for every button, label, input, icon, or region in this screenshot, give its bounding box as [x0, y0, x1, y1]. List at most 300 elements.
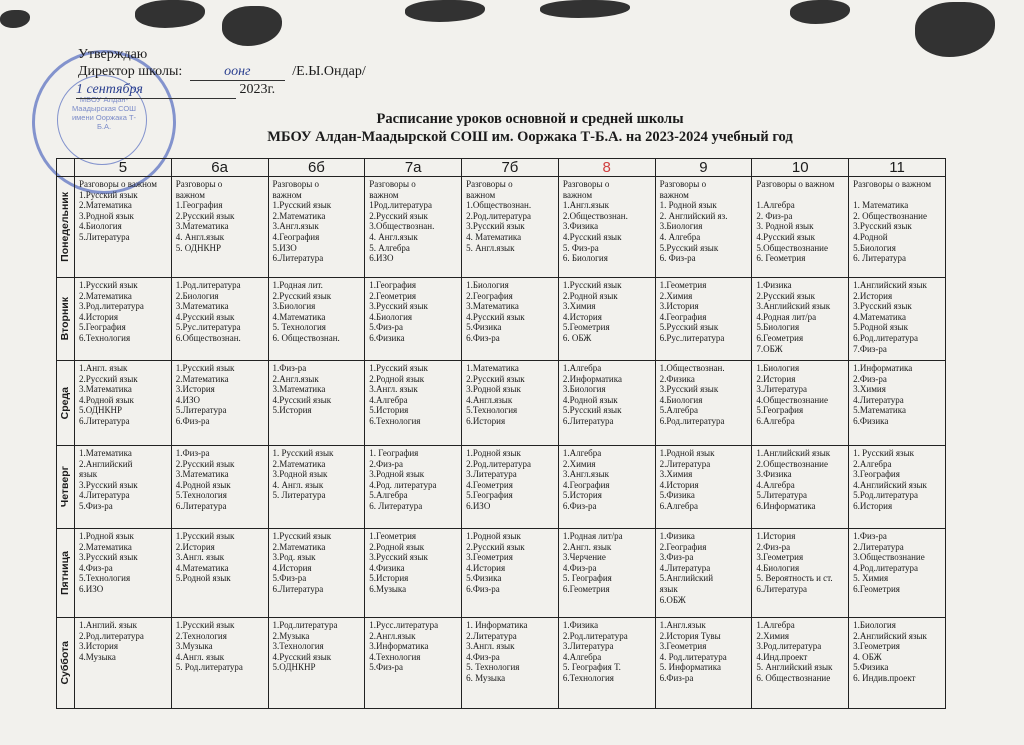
lesson-line: 2.Физика	[659, 373, 695, 384]
lesson-line: 2.Английский	[79, 458, 133, 469]
class-header: 10	[752, 159, 849, 177]
lesson-line: 2.История	[853, 290, 893, 301]
lesson-line: важном	[175, 189, 205, 200]
lesson-line: 4.Род. литература	[369, 479, 437, 490]
lesson-line: 5.Технология	[79, 573, 131, 584]
lesson-cell	[365, 529, 462, 618]
lesson-line: 3.Русский язык	[853, 221, 912, 232]
lesson-line: 3.Обществознание	[853, 552, 925, 563]
lesson-line: 3.Геометрия	[466, 552, 513, 563]
lesson-line: 2.Химия	[756, 630, 790, 641]
lesson-line: 2.Родной язык	[369, 541, 425, 552]
lesson-line: 3.История	[175, 384, 215, 395]
lesson-cell	[365, 361, 462, 446]
lesson-line: 3.Химия	[562, 301, 596, 312]
lesson-line: 5.Физика	[466, 573, 502, 584]
lesson-line: 1.Геометрия	[659, 280, 707, 290]
lesson-line: 2.Биология	[175, 290, 219, 301]
lesson-cell	[75, 177, 172, 278]
lesson-line: Разговоры о важном	[853, 179, 932, 189]
lesson-line: 1.Англ.язык	[562, 200, 609, 211]
class-header: 8	[558, 159, 655, 177]
lesson-line: 2.Геометрия	[369, 290, 417, 301]
lesson-line: 3. Родной язык	[756, 221, 814, 232]
lesson-line: 3.Род.литература	[756, 641, 822, 652]
lesson-line: 2.Русский язык	[466, 373, 525, 384]
lesson-line: 6. Физ-ра	[659, 253, 696, 264]
lesson-line: 2.Род.литература	[466, 210, 531, 221]
lesson-line: 3.Геометрия	[853, 641, 900, 652]
lesson-line: 1.Род.литература	[272, 620, 338, 630]
lesson-cell	[462, 177, 559, 278]
lesson-line: 4.Биология	[369, 311, 413, 322]
lesson-line: 2.Литература	[659, 458, 711, 469]
lesson-line: 5.Физ-ра	[79, 500, 113, 511]
lesson-line: 3.Технология	[272, 641, 324, 652]
lesson-cell	[558, 446, 655, 529]
day-row	[57, 446, 946, 529]
lesson-line: 6.Геометрия	[756, 332, 804, 343]
lesson-line: 6. Музыка	[466, 672, 506, 683]
lesson-cell	[365, 278, 462, 361]
lesson-line: 4.Математика	[175, 562, 229, 573]
lesson-line: 6.Геометрия	[853, 583, 900, 594]
lesson-line: 6.Физ-ра	[562, 500, 597, 511]
lesson-cell	[171, 361, 268, 446]
lesson-line: 5. Вероятность и ст.	[756, 573, 833, 584]
scan-blot	[915, 2, 995, 57]
lesson-line: 3.Музыка	[175, 641, 213, 652]
scan-blot	[540, 0, 630, 18]
day-label: Понедельник	[59, 192, 72, 262]
lesson-line: 1.Родная лит.	[272, 280, 323, 290]
lesson-line: 3.Математика	[272, 384, 326, 395]
lesson-line: 4. Англ.язык	[369, 231, 418, 242]
lesson-line: 4.Родной язык	[79, 394, 134, 405]
lesson-line: 3.История	[79, 641, 119, 652]
lesson-line: 5. Технология	[466, 662, 520, 673]
lesson-line: 6.ИЗО	[466, 500, 491, 511]
class-header: 6б	[268, 159, 365, 177]
lesson-line: 4. ОБЖ	[853, 651, 882, 662]
lesson-line: 1.Род.литература	[175, 280, 241, 290]
lesson-line: 4.Русский язык	[175, 311, 235, 322]
lesson-line: 5.ОДНКНР	[79, 405, 122, 416]
lesson-line: 3.История	[659, 301, 699, 312]
lesson-line: 6.Род.литература	[659, 415, 725, 426]
lesson-line: 1. Информатика	[466, 620, 528, 630]
lesson-line: 6.Алгебра	[756, 415, 795, 426]
lesson-line: 1.Физика	[756, 280, 792, 290]
lesson-line: 1.Русский язык	[272, 531, 332, 541]
lesson-cell	[655, 278, 752, 361]
lesson-line: Разговоры о важном	[79, 179, 157, 189]
lesson-line: 2. Физ-ра	[756, 210, 793, 221]
lesson-line: 1.География	[369, 280, 417, 290]
lesson-line: 5. Химия	[853, 573, 889, 584]
lesson-line: 4.Англ. язык	[175, 651, 225, 662]
lesson-line: 6. Биология	[562, 253, 608, 264]
lesson-cell	[558, 361, 655, 446]
lesson-cell	[171, 278, 268, 361]
lesson-line: 6. Литература	[369, 500, 423, 511]
approval-line3	[78, 81, 366, 99]
lesson-cell	[171, 529, 268, 618]
lesson-line: 1.Родная лит/ра	[562, 531, 623, 541]
lesson-line: важном	[272, 189, 302, 200]
lesson-line: 1.Русский язык	[175, 620, 235, 630]
lesson-cell	[849, 618, 946, 709]
lesson-line: 3.Русский язык	[466, 221, 525, 232]
lesson-line: 5. Информатика	[659, 662, 721, 673]
lesson-line: 3.Англ. язык	[369, 384, 418, 395]
class-header: 7а	[365, 159, 462, 177]
lesson-line: 3.Черчение	[562, 552, 606, 563]
day-label: Вторник	[59, 297, 72, 341]
lesson-cell	[849, 278, 946, 361]
lesson-line: 5. Род.литература	[175, 662, 243, 673]
lesson-line: Разговоры о	[369, 179, 416, 189]
lesson-line: 3.Биология	[562, 384, 606, 395]
lesson-line: 5.История	[272, 405, 312, 416]
lesson-line: 3.Физика	[562, 221, 599, 232]
lesson-line	[756, 190, 846, 201]
lesson-line: 1.Русс.литература	[369, 620, 439, 630]
lesson-cell	[655, 361, 752, 446]
lesson-line: 1.Физика	[659, 531, 695, 541]
lesson-line: 1. Родной язык	[659, 200, 717, 211]
lesson-line: 4.История	[659, 479, 699, 490]
scan-blot	[790, 0, 850, 24]
class-header: 11	[849, 159, 946, 177]
lesson-line: 2.Физ-ра	[853, 373, 887, 384]
lesson-line: 4.Русский язык	[272, 394, 332, 405]
lesson-cell	[462, 529, 559, 618]
lesson-line: 1.География	[175, 200, 223, 211]
lesson-line: 5.Физ-ра	[369, 662, 404, 673]
lesson-cell	[268, 529, 365, 618]
lesson-line: язык	[79, 469, 98, 480]
lesson-line: 5.География	[466, 490, 513, 501]
lesson-line: 6. Индив.проект	[853, 672, 916, 683]
scan-blot	[222, 6, 282, 46]
lesson-line: 1.Русский язык	[79, 280, 138, 290]
lesson-line: 4.История	[466, 562, 506, 573]
lesson-line: 5.Биология	[756, 322, 800, 333]
lesson-cell	[752, 278, 849, 361]
lesson-cell	[75, 278, 172, 361]
approval-block	[78, 46, 366, 99]
lesson-cell	[462, 618, 559, 709]
lesson-cell	[849, 177, 946, 278]
lesson-line: 1. География	[369, 448, 419, 458]
lesson-cell	[462, 446, 559, 529]
scan-blot	[135, 0, 205, 28]
lesson-line: 4.Геометрия	[466, 479, 513, 490]
lesson-line: 4.Технология	[369, 651, 421, 662]
lesson-line: 5.Род.литература	[853, 490, 919, 501]
lesson-line: 4.Алгебра	[756, 479, 795, 490]
lesson-line: Разговоры о	[466, 179, 513, 189]
lesson-line: 2.Химия	[562, 458, 596, 469]
lesson-cell	[752, 446, 849, 529]
lesson-line: 5. Литература	[272, 490, 326, 501]
lesson-line: 1.Биология	[853, 620, 896, 630]
lesson-line: 5. География Т.	[562, 662, 621, 673]
lesson-line: 3.Родной язык	[79, 210, 134, 221]
lesson-line: 4.Родная лит/ра	[756, 311, 817, 322]
lesson-line: 1.Алгебра	[756, 200, 795, 211]
lesson-line: 1.Русский язык	[369, 363, 428, 373]
lesson-cell	[365, 446, 462, 529]
lesson-line: 5.Технология	[175, 490, 227, 501]
lesson-line: 4.Литература	[659, 562, 711, 573]
lesson-line: важном	[659, 189, 689, 200]
lesson-line: 3.Литература	[466, 469, 517, 480]
lesson-line: 5.Физика	[659, 490, 695, 501]
lesson-line: Разговоры о	[175, 179, 223, 189]
lesson-line: 3.Биология	[659, 221, 703, 232]
lesson-line: 6.Физ-ра	[466, 583, 500, 594]
class-header: 7б	[462, 159, 559, 177]
lesson-line: 4.Инд.проект	[756, 651, 808, 662]
lesson-line: 4.Биология	[756, 562, 800, 573]
lesson-line: 6.Геометрия	[562, 583, 610, 594]
lesson-line: 3.Русский язык	[659, 384, 719, 395]
day-label: Среда	[59, 386, 72, 420]
lesson-cell	[655, 446, 752, 529]
lesson-line: 5.Физика	[466, 322, 502, 333]
lesson-line: 2.Физ-ра	[756, 541, 791, 552]
lesson-line: язык	[659, 583, 678, 594]
lesson-line: 1.Физ-ра	[175, 448, 210, 458]
lesson-line: 6.Алгебра	[659, 500, 698, 511]
lesson-cell	[268, 618, 365, 709]
approval-line2	[78, 63, 366, 81]
lesson-line: 5.Русский язык	[659, 322, 719, 333]
lesson-line: 3.Англ. язык	[175, 552, 225, 563]
lesson-line: 3.Геометрия	[659, 641, 707, 652]
lesson-line: 5.ОДНКНР	[272, 662, 316, 673]
lesson-line: 6.Музыка	[369, 583, 407, 594]
lesson-line: 5.География	[79, 322, 126, 333]
lesson-line: 2.Род.литература	[466, 458, 531, 469]
lesson-cell	[655, 618, 752, 709]
day-label: Четверг	[59, 466, 72, 508]
lesson-line: 2.Литература	[853, 541, 904, 552]
lesson-line: 4.Физика	[369, 562, 405, 573]
page-title	[260, 110, 800, 146]
lesson-cell	[462, 278, 559, 361]
lesson-line: 6.Физ-ра	[175, 415, 210, 426]
lesson-line: 2.Русский язык	[175, 210, 235, 221]
lesson-line: 1.Обществознан.	[659, 363, 725, 373]
lesson-line: 5.География	[756, 405, 804, 416]
lesson-line: 5.Физ-ра	[369, 322, 404, 333]
lesson-line: 6. Обществознание	[756, 672, 831, 683]
lesson-line: 6.Литература	[562, 415, 614, 426]
lesson-line: 2.Математика	[79, 290, 132, 301]
lesson-line: 3.Математика	[175, 221, 229, 232]
lesson-cell	[268, 446, 365, 529]
lesson-line: 2.Англ. язык	[562, 541, 612, 552]
lesson-line: 6.Литература	[272, 253, 324, 264]
lesson-cell	[171, 618, 268, 709]
lesson-line: 2.Физ-ра	[369, 458, 404, 469]
lesson-line: 2.Математика	[175, 373, 229, 384]
lesson-line: 2.Русский язык	[466, 541, 525, 552]
class-header: 9	[655, 159, 752, 177]
lesson-line: 2.Математика	[272, 210, 326, 221]
lesson-line: 5.Литература	[756, 490, 808, 501]
lesson-line: 1.Алгебра	[562, 448, 602, 458]
lesson-line: 2. Английский яз.	[659, 210, 728, 221]
lesson-line: 1.Физ-ра	[272, 363, 307, 373]
day-cell	[57, 618, 75, 709]
lesson-line: 2.Русский язык	[272, 290, 332, 301]
lesson-line: 4.Родной	[853, 231, 888, 242]
lesson-line: 2.Технология	[175, 630, 227, 641]
lesson-line: 2.Математика	[79, 200, 132, 211]
lesson-line: 3.Род.литература	[79, 301, 144, 312]
lesson-line: 4.Английский язык	[853, 479, 927, 490]
lesson-line: 5.ИЗО	[272, 242, 297, 253]
lesson-line: 5.Рус.литература	[175, 322, 241, 333]
lesson-cell	[558, 278, 655, 361]
day-row	[57, 278, 946, 361]
title-line1: Расписание уроков основной и средней школы	[376, 111, 684, 127]
day-label: Суббота	[59, 641, 72, 685]
lesson-line: 5. ОДНКНР	[175, 242, 221, 253]
lesson-line: 3.Химия	[659, 469, 693, 480]
lesson-line: 4.Физ-ра	[466, 651, 500, 662]
lesson-line: 4.Родной язык	[175, 479, 231, 490]
lesson-line: 2.Обществознание	[756, 458, 828, 469]
lesson-line: 3.Англ.язык	[272, 221, 319, 232]
class-header-row	[57, 159, 946, 177]
lesson-line: 5.Родной язык	[853, 322, 908, 333]
lesson-line: 3.Англ.язык	[562, 469, 609, 480]
lesson-line: 2.История Тувы	[659, 630, 721, 641]
lesson-line: 5.История	[369, 405, 409, 416]
lesson-line: 2.Музыка	[272, 630, 310, 641]
lesson-line: 5.Математика	[853, 405, 906, 416]
lesson-line: 5.Алгебра	[659, 405, 698, 416]
lesson-line: 1. Русский язык	[272, 448, 334, 458]
lesson-line: 4.Родной язык	[562, 394, 618, 405]
lesson-line: 3.Русский язык	[79, 552, 138, 563]
lesson-line: 4.Род.литература	[853, 562, 919, 573]
lesson-line: 2.Математика	[79, 541, 132, 552]
lesson-line: Разговоры о важном	[756, 179, 835, 189]
lesson-line: 6.Технология	[79, 332, 131, 343]
lesson-line: 4.Биология	[79, 221, 122, 232]
lesson-line: 4.История	[272, 562, 312, 573]
lesson-line: 3.Русский язык	[853, 301, 912, 312]
lesson-line: 3.Родной язык	[272, 469, 328, 480]
lesson-line: 6.История	[466, 415, 506, 426]
lesson-cell	[752, 361, 849, 446]
lesson-line: 1.Математика	[79, 448, 132, 458]
lesson-line: 7.Физ-ра	[853, 343, 887, 354]
lesson-line: 3.Родной язык	[369, 469, 425, 480]
lesson-line: 4. Математика	[466, 231, 522, 242]
lesson-line: 1Род.литература	[369, 200, 432, 211]
lesson-cell	[752, 177, 849, 278]
day-cell	[57, 361, 75, 446]
lesson-line: 1.Русский язык	[272, 200, 332, 211]
day-row	[57, 529, 946, 618]
lesson-line: 2.История	[756, 373, 796, 384]
lesson-cell	[462, 361, 559, 446]
lesson-line: 2.История	[175, 541, 215, 552]
lesson-line: 5.Физ-ра	[272, 573, 307, 584]
lesson-line: Разговоры о	[272, 179, 320, 189]
lesson-line: 2.География	[466, 290, 513, 301]
day-cell	[57, 529, 75, 618]
lesson-line: 5. География	[562, 573, 612, 584]
lesson-line: 1.Биология	[756, 363, 800, 373]
lesson-line: 1.История	[756, 531, 796, 541]
day-row	[57, 618, 946, 709]
lesson-cell	[365, 618, 462, 709]
lesson-line: 4.Русский язык	[756, 231, 815, 242]
lesson-line: 5.Английский	[659, 573, 714, 584]
lesson-line: 3.Физ-ра	[659, 552, 694, 563]
lesson-line: 7.ОБЖ	[756, 343, 783, 354]
lesson-line: 4. Англ.язык	[175, 231, 225, 242]
lesson-line: 3.Англ. язык	[466, 641, 515, 652]
lesson-line: 3.Русский язык	[79, 479, 138, 490]
lesson-line: 6. ОБЖ	[562, 332, 592, 343]
lesson-line: 3.Английский язык	[756, 301, 831, 312]
lesson-line: 4.Биология	[659, 394, 703, 405]
lesson-line: 1.Англ.язык	[659, 620, 706, 630]
lesson-line: 4. Англ. язык	[272, 479, 324, 490]
lesson-line: 6.Литература	[79, 415, 130, 426]
lesson-line: 1.Русский язык	[79, 189, 138, 200]
lesson-line: 1.Геометрия	[369, 531, 417, 541]
lesson-line: 2.Англ.язык	[272, 373, 319, 384]
lesson-line: 4. Род.литература	[659, 651, 727, 662]
lesson-line: 3.Химия	[853, 384, 886, 395]
lesson-line: 6.Физика	[853, 415, 889, 426]
lesson-line: 6.ОБЖ	[659, 594, 686, 605]
lesson-line: 4.Литература	[853, 394, 904, 405]
lesson-line: 6.Рус.литература	[659, 332, 725, 343]
lesson-line: 2.Род.литература	[79, 630, 144, 641]
lesson-line: 5.Русский язык	[659, 242, 719, 253]
lesson-cell	[75, 446, 172, 529]
lesson-line: 1.Биология	[466, 280, 509, 290]
lesson-line: 1. Русский язык	[853, 448, 914, 458]
lesson-line: 3.Обществознан.	[369, 221, 435, 232]
lesson-line: 4.Англ.язык	[466, 394, 513, 405]
lesson-line: важном	[466, 189, 496, 200]
lesson-line: 4.Математика	[853, 311, 906, 322]
lesson-line: 1.Русский язык	[175, 531, 235, 541]
lesson-line: 3.Математика	[466, 301, 519, 312]
title-line2: МБОУ Алдан-Маадырской СОШ им. Ооржака Т-Б.А. на 2023-2024 учебный год	[267, 129, 793, 145]
lesson-line: 6. Геометрия	[756, 253, 806, 264]
lesson-line: 6.Литература	[175, 500, 227, 511]
lesson-line: 5. Алгебра	[369, 242, 410, 253]
lesson-line: 2.Русский язык	[369, 210, 428, 221]
lesson-line: 2.География	[659, 541, 707, 552]
lesson-cell	[558, 529, 655, 618]
lesson-cell	[655, 529, 752, 618]
lesson-line: 1.Физика	[562, 620, 599, 630]
